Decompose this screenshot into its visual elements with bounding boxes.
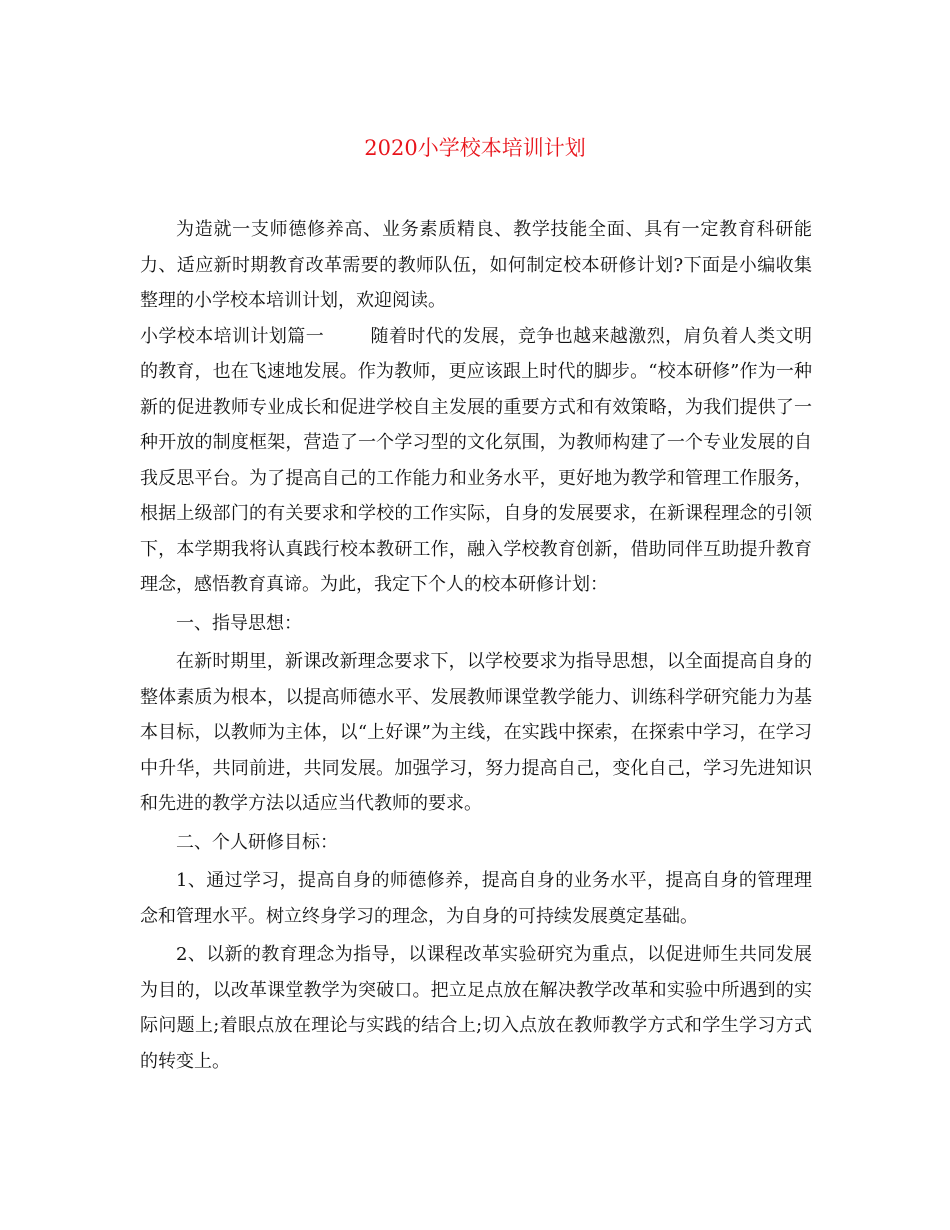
section-body: 随着时代的发展，竞争也越来越激烈，肩负着人类文明的教育，也在飞速地发展。作为教师，更应该跟上时代的脚步。“校本研修”作为一种新的促进教师专业成长和促进学校自主发展的重要方式和有效策略，为我们提供了一种开放的制度框架，营造了一个学习型的文化氛围，为教师构建了一个专业发展的自我反思平台。为了提高自己的工作能力和业务水平，更好地为教学和管理工作服务，根据上级部门的有关要求和学校的工作实际，自身的发展要求，在新课程理念的引领下，本学期我将认真践行校本教研工作，融入学校教育创新，借助同伴互助提升教育理念，感悟教育真谛。为此，我定下个人的校本研修计划： <box>140 325 813 595</box>
goal-item-2: 2、以新的教育理念为指导，以课程改革实验研究为重点，以促进师生共同发展为目的，以改革课堂教学为突破口。把立足点放在解决教学改革和实验中所遇到的实际问题上;着眼点放在理论与实践的结合上;切入点放在教师教学方式和学生学习方式的转变上。 <box>140 944 812 1072</box>
heading-personal-goals: 二、个人研修目标： <box>176 831 338 853</box>
goal-item-1: 1、通过学习，提高自身的师德修养，提高自身的业务水平，提高自身的管理理念和管理水平。树立终身学习的理念，为自身的可持续发展奠定基础。 <box>140 870 812 927</box>
section-label: 小学校本培训计划篇一 <box>140 325 325 347</box>
heading-guiding-ideas: 一、指导思想： <box>176 612 302 634</box>
section-paragraph <box>140 319 812 603</box>
intro-paragraph: 为造就一支师德修养高、业务素质精良、教学技能全面、具有一定教育科研能力、适应新时期教育改革需要的教师队伍，如何制定校本研修计划?下面是小编收集整理的小学校本培训计划，欢迎阅读。 <box>140 219 812 311</box>
document-title: 2020小学校本培训计划 <box>364 136 586 160</box>
guiding-ideas-paragraph: 在新时期里，新课改新理念要求下，以学校要求为指导思想，以全面提高自身的整体素质为根本，以提高师德水平、发展教师课堂教学能力、训练科学研究能力为基本目标，以教师为主体，以“上好课”为主线，在实践中探索，在探索中学习，在学习中升华，共同前进，共同发展。加强学习，努力提高自己，变化自己，学习先进知识和先进的教学方法以适应当代教师的要求。 <box>140 651 812 814</box>
document-body <box>140 212 812 1079</box>
